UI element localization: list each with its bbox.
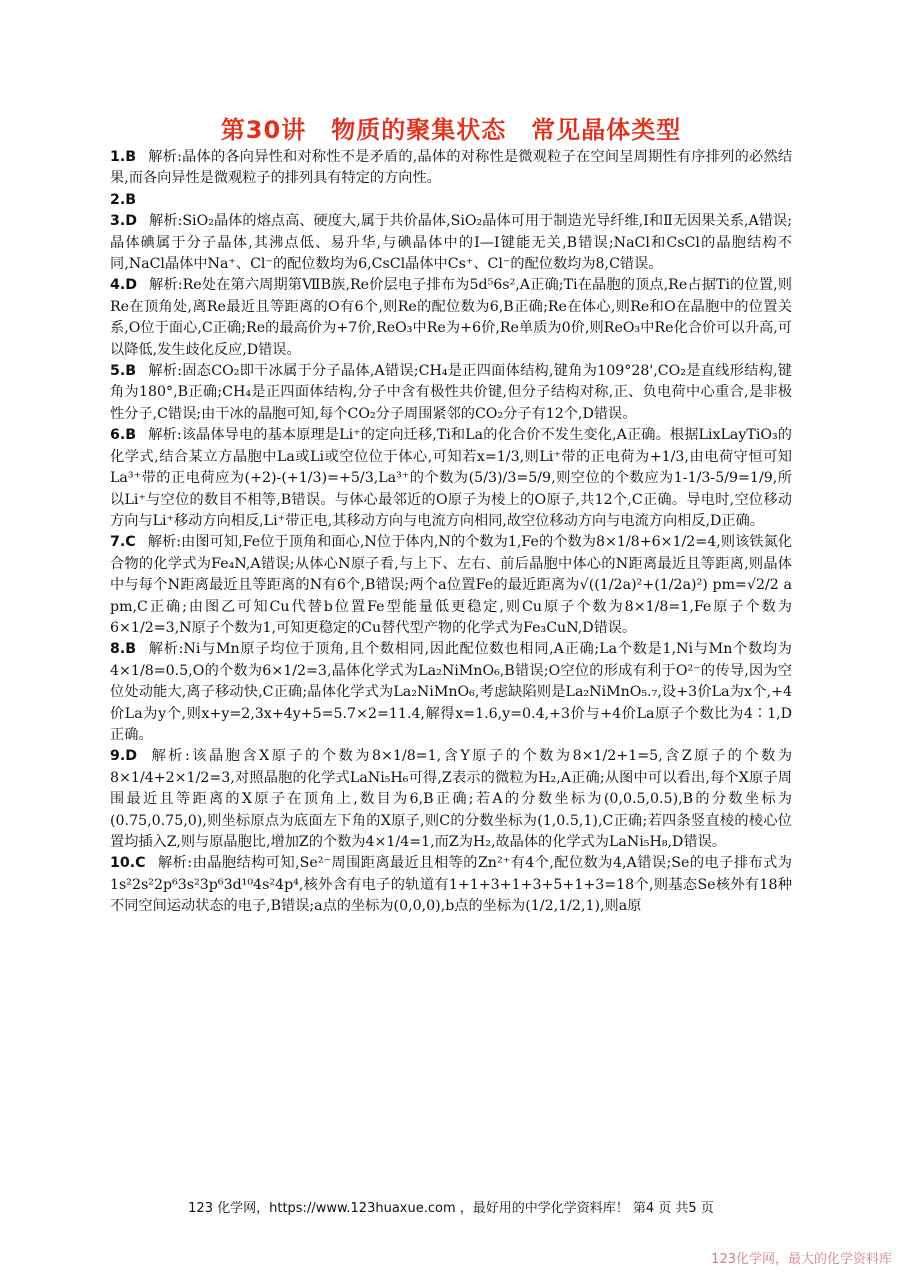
analysis-text: 该晶体导电的基本原理是Li⁺的定向迁移,Ti和La的化合价不发生变化,A正确。根据LixLayTiO₃的化学式,结合某立方晶胞中La或Li或空位位于体心,可知若x=1/3,则Li⁺带的正电荷为+1/3,由电荷守恒可知La³⁺带的正电荷应为(+2)-(+1/3)=+5/3,La³⁺的个数为(5/3)/3=5/9,则空位的个数应为1-1/3-5/9=1/9,所以Li⁺与空位的数目不相等,B错误。与体心最邻近的O原子为棱上的O原子,共12个,C正确。导电时,空位移动方向与Li⁺移动方向相反,Li⁺带正电,其移动方向与电流方向相同,故空位移动方向与电流方向相反,D正确。	[110, 427, 792, 529]
analysis-label: 解析:	[149, 748, 190, 765]
analysis-label: 解析:	[148, 641, 184, 658]
page-footer: 123 化学网，https://www.123huaxue.com ，最好用的中学化学资料库！ 第4 页 共5 页	[188, 1201, 714, 1216]
answer-item	[110, 361, 792, 425]
watermark: 123化学网，最大的化学资料库	[711, 1252, 892, 1267]
answer-number: 5.B	[110, 363, 137, 380]
answer-item	[110, 275, 792, 361]
analysis-label: 解析:	[148, 149, 182, 165]
analysis-label: 解析:	[147, 534, 182, 551]
analysis-label: 解析:	[149, 277, 183, 294]
answer-item	[110, 639, 792, 746]
page-title: 第30讲 物质的聚集状态 常见晶体类型	[220, 116, 682, 144]
answer-number: 7.C	[110, 534, 136, 551]
answer-list	[110, 147, 792, 918]
answer-number: 6.B	[110, 427, 137, 444]
answer-item	[110, 211, 792, 275]
answer-number: 8.B	[110, 641, 137, 658]
answer-number: 3.D	[110, 213, 138, 230]
analysis-text: Ni与Mn原子均位于顶角,且个数相同,因此配位数也相同,A正确;La个数是1,Ni与Mn个数均为4×1/8=0.5,O的个数为6×1/2=3,晶体化学式为La₂NiMnO₆,B错误;O空位的形成有利于O²⁻的传导,因为空位处动能大,离子移动快,C正确;晶体化学式为La₂NiMnO₆,考虑缺陷则是La₂NiMnO₅.₇,设+3价La为x个,+4价La为y个,则x+y=2,3x+4y+5=5.7×2=11.4,解得x=1.6,y=0.4,+3价与+4价La原子个数比为4∶1,D正确。	[110, 641, 792, 743]
analysis-text: 该晶胞含X原子的个数为8×1/8=1,含Y原子的个数为8×1/2+1=5,含Z原子的个数为8×1/4+2×1/2=3,对照晶胞的化学式LaNi₅H₆可得,Z表示的微粒为H₂,A正确;从图中可以看出,每个X原子周围最近且等距离的X原子在顶角上,数目为6,B正确;若A的分数坐标为(0,0.5,0.5),B的分数坐标为(0.75,0.75,0),则坐标原点为底面左下角的X原子,则C的分数坐标为(1,0.5,1),C正确;若四条竖直棱的棱心位置均插入Z,则与原晶胞比,增加Z的个数为4×1/4=1,而Z为H₂,故晶体的化学式为LaNi₅H₈,D错误。	[110, 748, 793, 850]
analysis-text: 固态CO₂即干冰属于分子晶体,A错误;CH₄是正四面体结构,键角为109°28',CO₂是直线形结构,键角为180°,B正确;CH₄是正四面体结构,分子中含有极性共价键,但分子结构对称,正、负电荷中心重合,是非极性分子,C错误;由干冰的晶胞可知,每个CO₂分子周围紧邻的CO₂分子有12个,D错误。	[110, 363, 792, 422]
analysis-text: 由晶胞结构可知,Se²⁻周围距离最近且相等的Zn²⁺有4个,配位数为4,A错误;Se的电子排布式为1s²2s²2p⁶3s²3p⁶3d¹⁰4s²4p⁴,核外含有电子的轨道有1+1+3+1+3+5+1+3=18个,则基态Se核外有18种不同空间运动状态的电子,B错误;a点的坐标为(0,0,0),b点的坐标为(1/2,1/2,1),则a原	[110, 855, 792, 915]
answer-item	[110, 532, 792, 639]
answer-number: 9.D	[110, 748, 138, 765]
answer-item	[110, 853, 792, 917]
analysis-text: SiO₂晶体的熔点高、硬度大,属于共价晶体,SiO₂晶体可用于制造光导纤维,Ⅰ和Ⅱ无因果关系,A错误;晶体碘属于分子晶体,其沸点低、易升华,与碘晶体中的I—I键能无关,B错误;NaCl和CsCl的晶胞结构不同,NaCl晶体中Na⁺、Cl⁻的配位数均为6,CsCl晶体中Cs⁺、Cl⁻的配位数均为8,C错误。	[110, 213, 793, 273]
answer-number: 10.C	[110, 855, 146, 872]
answer-number: 4.D	[110, 277, 138, 294]
answer-item	[110, 147, 792, 190]
answer-item	[110, 425, 792, 532]
analysis-text: Re处在第六周期第ⅦB族,Re价层电子排布为5d⁵6s²,A正确;Ti在晶胞的顶点,Re占据Ti的位置,则Re在顶角处,离Re最近且等距离的O有6个,则Re的配位数为6,B正确;Re在体心,则Re和O在晶胞中的位置关系,O位于面心,C正确;Re的最高价为+7价,ReO₃中Re为+6价,Re单质为0价,则ReO₃中Re化合价可以升高,可以降低,发生歧化反应,D错误。	[110, 277, 792, 358]
analysis-label: 解析:	[148, 427, 182, 444]
document-page	[110, 110, 792, 918]
analysis-label: 解析:	[157, 855, 193, 872]
analysis-text: 晶体的各向异性和对称性不是矛盾的,晶体的对称性是微观粒子在空间呈周期性有序排列的必然结果,而各向异性是微观粒子的排列具有特定的方向性。	[110, 149, 793, 187]
answer-item	[110, 746, 792, 853]
answer-item	[110, 190, 792, 211]
answer-number: 2.B	[110, 191, 137, 208]
answer-number: 1.B	[110, 149, 137, 165]
analysis-text: 由图可知,Fe位于顶角和面心,N位于体内,N的个数为1,Fe的个数为8×1/8+6×1/2=4,则该铁氮化合物的化学式为Fe₄N,A错误;从体心N原子看,与上下、左右、前后晶胞中体心的N距离最近且等距离,则晶体中与每个N距离最近且等距离的N有6个,B错误;两个a位置Fe的最近距离为√((1/2a)²+(1/2a)²) pm=√2/2 a pm,C正确;由图乙可知Cu代替b位置Fe型能量低更稳定,则Cu原子个数为8×1/8=1,Fe原子个数为6×1/2=3,N原子个数为1,可知更稳定的Cu替代型产物的化学式为Fe₃CuN,D错误。	[110, 534, 793, 636]
analysis-label: 解析:	[149, 213, 183, 230]
analysis-label: 解析:	[148, 363, 183, 380]
